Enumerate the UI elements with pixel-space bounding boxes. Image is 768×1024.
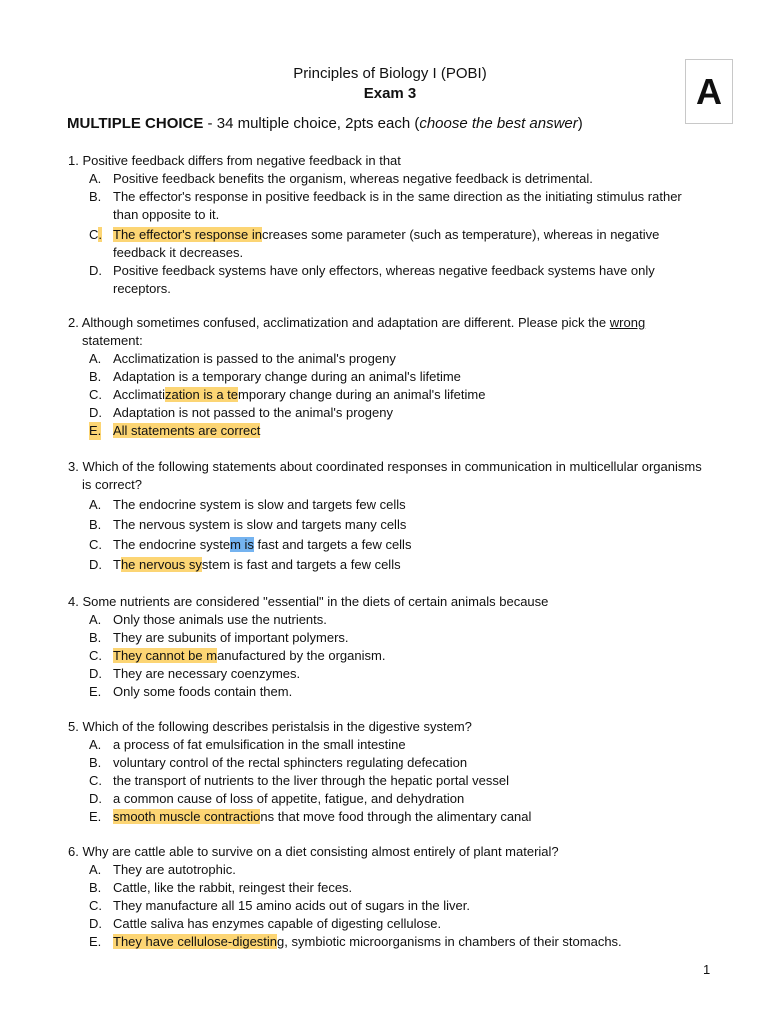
exam-version-badge: A [685,59,733,124]
option-d: D. Cattle saliva has enzymes capable of digesting cellulose. [89,916,442,931]
highlight: . [98,227,103,242]
option-e: E. All statements are correct [89,423,261,438]
highlight: They have cellulose-digestin [113,934,278,949]
option-d: D. They are necessary coenzymes. [89,666,301,681]
section-desc-prefix: - 34 multiple choice, 2pts each ( [203,115,420,132]
highlight: All statements are correct [113,423,261,438]
highlight-blue: m is [230,537,254,552]
option-a: A. Acclimatization is passed to the animal's progeny [89,351,396,366]
highlight: The effector's response in [113,227,262,242]
question-stem: 6. Why are cattle able to survive on a diet consisting almost entirely of plant material? [68,844,559,859]
section-desc-suffix: ) [577,115,583,132]
highlight: he nervous sy [120,557,202,572]
option-d: D. Adaptation is not passed to the animal's progeny [89,405,393,420]
section-desc-italic: choose the best answer [419,115,578,132]
highlight: zation is a te [165,387,239,402]
page-number: 1 [703,962,711,977]
option-c: C. The endocrine system is fast and targets a few cells [89,537,412,552]
section-heading [67,115,583,132]
highlight: They cannot be m [113,648,218,663]
underlined-word: wrong [609,315,646,330]
option-b: B. voluntary control of the rectal sphincters regulating defecation [89,755,468,770]
question-stem: 5. Which of the following describes peristalsis in the digestive system? [68,719,472,734]
question-3 [68,458,708,574]
question-stem: 4. Some nutrients are considered "essential" in the diets of certain animals because [68,594,549,609]
option-e: E. smooth muscle contractions that move food through the alimentary canal [89,809,532,824]
option-b: B. Adaptation is a temporary change during an animal's lifetime [89,369,461,384]
question-stem: 3. Which of the following statements about coordinated responses in communication in multicellular organisms is correct? [68,459,702,492]
section-label: MULTIPLE CHOICE [67,115,204,132]
option-a: A. The endocrine system is slow and targets few cells [89,497,406,512]
option-d: D. The nervous system is fast and targets a few cells [89,557,401,572]
option-d: D. a common cause of loss of appetite, fatigue, and dehydration [89,791,465,806]
option-e: E. Only some foods contain them. [89,684,293,699]
highlight: smooth muscle contractio [113,809,261,824]
option-c: C. They cannot be manufactured by the organism. [89,648,386,663]
question-stem: 2. Although sometimes confused, acclimatization and adaptation are different. Please pick the wrong statement: [68,315,646,348]
option-c: C. Acclimatization is a temporary change during an animal's lifetime [89,387,486,402]
option-b: B. Cattle, like the rabbit, reingest their feces. [89,880,353,895]
option-a: A. Only those animals use the nutrients. [89,612,327,627]
option-c: C. They manufacture all 15 amino acids out of sugars in the liver. [89,898,470,913]
question-5 [68,718,708,826]
question-stem: 1. Positive feedback differs from negative feedback in that [68,153,401,168]
course-title: Principles of Biology I (POBI) [293,65,487,82]
option-a: A. They are autotrophic. [89,862,236,877]
option-e: E. They have cellulose-digesting, symbiotic microorganisms in chambers of their stomachs. [89,934,622,949]
option-a: A. Positive feedback benefits the organism, whereas negative feedback is detrimental. [89,171,593,186]
question-2 [68,314,708,440]
option-a: A. a process of fat emulsification in the small intestine [89,737,406,752]
option-b: B. The nervous system is slow and targets many cells [89,517,407,532]
question-6 [68,843,708,951]
option-c: C. the transport of nutrients to the liver through the hepatic portal vessel [89,773,510,788]
question-4 [68,593,708,701]
option-b: B. The effector's response in positive feedback is in the same direction as the initiating stimulus rather than opposite to it. [89,189,682,222]
exam-title: Exam 3 [363,85,417,102]
option-d: D. Positive feedback systems have only effectors, whereas negative feedback systems have only receptors. [89,263,655,296]
option-c: C. The effector's response increases some parameter (such as temperature), whereas in negative feedback it decreases. [89,227,660,260]
option-b: B. They are subunits of important polymers. [89,630,349,645]
question-1 [68,152,708,298]
